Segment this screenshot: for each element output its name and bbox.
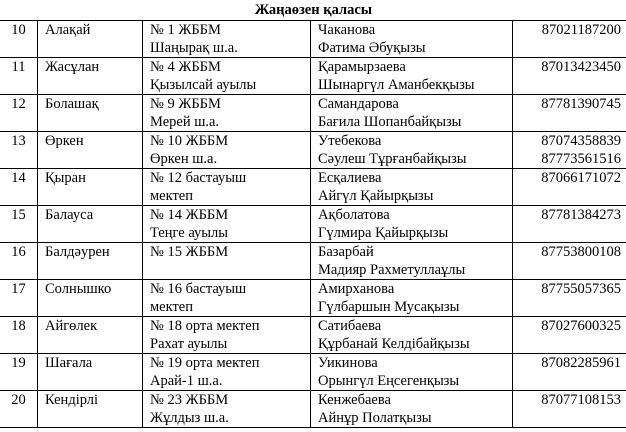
phone-primary: 87755057365 [541,281,621,297]
row-number [0,354,38,391]
row-number [0,21,38,58]
school-cell [143,354,311,391]
no: 10 [11,22,26,38]
school-name: № 23 ЖББМ [150,392,229,408]
phone-cell [513,317,626,354]
head-given-name: Бағила Шопанбайқызы [318,114,462,130]
head-cell [311,95,513,132]
row-number [0,206,38,243]
head-surname: Амирханова [318,281,395,297]
table-row [0,169,626,206]
name: Шағала [45,355,93,371]
phone-primary: 87013423450 [541,59,621,75]
school-location: Қызылсай ауылы [150,77,257,93]
school-cell [143,169,311,206]
row-number [0,391,38,428]
phone-cell [513,132,626,169]
school-cell [143,317,311,354]
table-row [0,317,626,354]
head-surname: Базарбай [318,244,374,260]
school-name: № 15 ЖББМ [150,244,229,260]
kindergarten-name [38,95,143,132]
head-cell [311,132,513,169]
table-row [0,21,626,58]
phone-cell [513,280,626,317]
kindergarten-name [38,169,143,206]
head-cell [311,169,513,206]
school-cell [143,21,311,58]
school-cell [143,95,311,132]
head-surname: Чаканова [318,22,376,38]
row-number [0,95,38,132]
kindergarten-name [38,243,143,280]
table-row [0,132,626,169]
school-name: № 19 орта мектеп [150,355,260,371]
head-given-name: Айгүл Қайырқызы [318,188,434,204]
name: Айгөлек [45,318,98,334]
head-given-name: Айнұр Полатқызы [318,410,432,426]
name: Қыран [45,170,86,186]
no: 12 [11,96,26,112]
phone-cell [513,58,626,95]
phone-primary: 87077108153 [541,392,621,408]
head-given-name: Сәулеш Тұрғанбайқызы [318,151,467,167]
school-location: Теңге ауылы [150,225,228,241]
head-given-name: Құрбанай Келдібайқызы [318,336,470,352]
no: 18 [11,318,26,334]
school-location: Мерей ш.а. [150,114,220,130]
table-row [0,354,626,391]
school-name: № 1 ЖББМ [150,22,221,38]
school-name: № 10 ЖББМ [150,133,229,149]
head-surname: Есқалиева [318,170,382,186]
phone-primary: 87781384273 [541,207,621,223]
school-location: Шаңырақ ш.а. [150,40,238,56]
head-cell [311,206,513,243]
school-name: № 9 ЖББМ [150,96,221,112]
head-surname: Сатибаева [318,318,382,334]
head-given-name: Орынгүл Еңсегенқызы [318,373,460,389]
school-location: Жұлдыз ш.а. [150,410,229,426]
school-name: № 4 ЖББМ [150,59,221,75]
row-number [0,169,38,206]
head-surname: Ақболатова [318,207,390,223]
phone-primary: 87753800108 [541,244,621,260]
head-cell [311,58,513,95]
kindergarten-name [38,132,143,169]
school-cell [143,132,311,169]
phone-cell [513,95,626,132]
city-title: Жаңаөзен қаласы [0,0,626,21]
table-row [0,206,626,243]
school-name: № 12 бастауыш [150,170,247,186]
name: Өркен [45,133,84,149]
phone-cell [513,391,626,428]
school-location: мектеп [150,188,193,204]
phone-cell [513,206,626,243]
head-surname: Самандарова [318,96,399,112]
head-cell [311,354,513,391]
head-cell [311,243,513,280]
table-row [0,280,626,317]
head-cell [311,280,513,317]
row-number [0,58,38,95]
school-name: № 18 орта мектеп [150,318,260,334]
head-surname: Қарамырзаева [318,59,406,75]
no: 20 [11,392,26,408]
no: 15 [11,207,26,223]
table-row [0,95,626,132]
school-location: Рахат ауылы [150,336,228,352]
phone-primary: 87082285961 [541,355,621,371]
name: Балдәурен [45,244,110,260]
name: Алақай [45,22,91,38]
row-number [0,132,38,169]
kindergarten-name [38,391,143,428]
table-title-row [0,0,626,21]
head-given-name: Гүлмира Қайырқызы [318,225,449,241]
kindergarten-name [38,317,143,354]
head-cell [311,317,513,354]
kindergarten-name [38,58,143,95]
name: Болашақ [45,96,99,112]
phone-cell [513,354,626,391]
row-number [0,317,38,354]
phone-primary: 87027600325 [541,318,621,334]
head-surname: Кенжебаева [318,392,391,408]
row-number [0,243,38,280]
school-cell [143,206,311,243]
table-row [0,243,626,280]
phone-cell [513,169,626,206]
kindergarten-name [38,206,143,243]
head-given-name: Мадияр Рахметуллаұлы [318,262,466,278]
kindergarten-name [38,354,143,391]
phone-secondary: 87773561516 [541,151,621,167]
head-cell [311,391,513,428]
school-name: № 16 бастауыш [150,281,247,297]
head-given-name: Шынаргүл Аманбекқызы [318,77,475,93]
head-surname: Уикинова [318,355,378,371]
table-row [0,391,626,428]
school-cell [143,58,311,95]
phone-primary: 87066171072 [541,170,621,186]
name: Кендірлі [45,392,99,408]
head-cell [311,21,513,58]
phone-cell [513,243,626,280]
phone-cell [513,21,626,58]
kindergarten-name [38,280,143,317]
name: Балауса [45,207,94,223]
phone-primary: 87781390745 [541,96,621,112]
no: 14 [11,170,26,186]
kindergarten-name [38,21,143,58]
no: 11 [11,59,26,75]
name: Солнышко [45,281,112,297]
head-given-name: Фатима Әбуқызы [318,40,426,56]
school-cell [143,391,311,428]
school-name: № 14 ЖББМ [150,207,229,223]
no: 16 [11,244,26,260]
name: Жасұлан [45,59,100,75]
head-given-name: Гүлбаршын Мусақызы [318,299,460,315]
head-surname: Утебекова [318,133,382,149]
school-location: мектеп [150,299,193,315]
school-location: Өркен ш.а. [150,151,218,167]
school-location: Арай-1 ш.а. [150,373,223,389]
phone-primary: 87021187200 [541,22,621,38]
table-row [0,58,626,95]
no: 19 [11,355,26,371]
row-number [0,280,38,317]
phone-primary: 87074358839 [541,133,621,149]
school-cell [143,280,311,317]
no: 17 [11,281,26,297]
no: 13 [11,133,26,149]
school-cell [143,243,311,280]
